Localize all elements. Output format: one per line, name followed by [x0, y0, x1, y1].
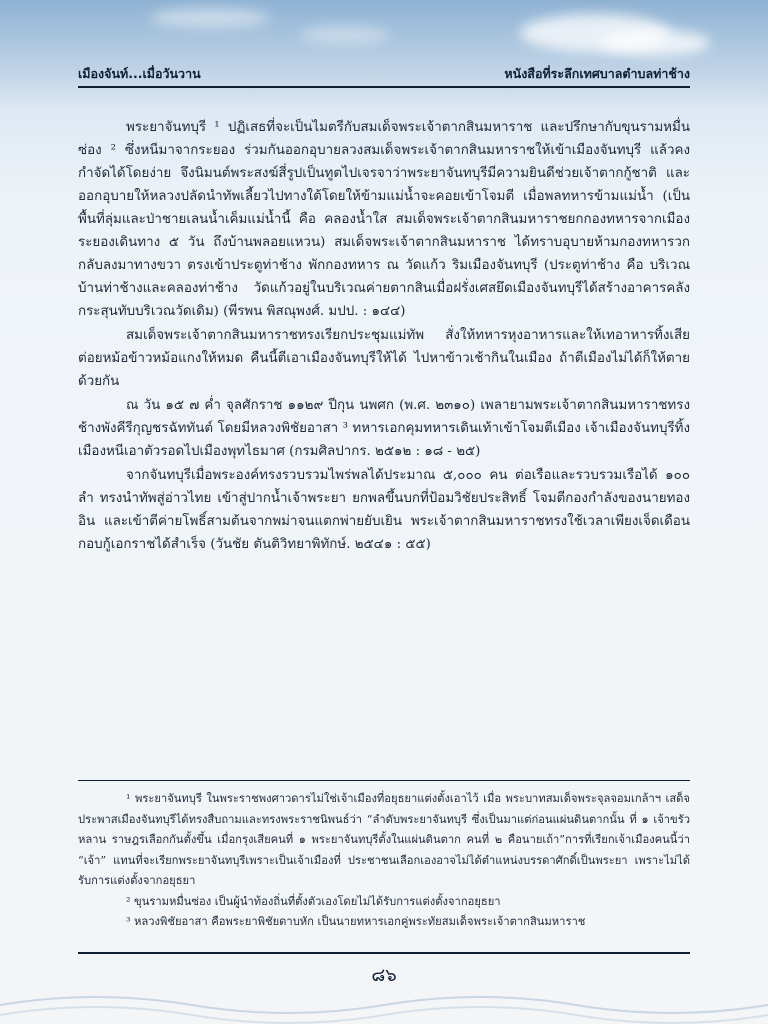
paragraph: ณ วัน ๑๕ ๗ ค่ำ จุลศักราช ๑๑๒๙ ปีกุน นพศก (พ.ศ. ๒๓๑๐) เพลายามพระเจ้าตากสินมหาราชทรงช้างพังคีรีกุญชรฉัททันต์ โดยมีหลวงพิชัยอาสา ³ ทหารเอกคุมทหารเดินเท้าเข้าโจมตีเมือง เจ้าเมืองจันทบุรีทิ้งเมืองหนีเอาตัวรอดไปเมืองพุทไธมาศ (กรมศิลปากร. ๒๕๑๒ : ๑๘ - ๒๕) [78, 398, 690, 459]
header-book-title: เมืองจันท์...เมื่อวันวาน [78, 66, 201, 81]
footnotes [78, 780, 690, 933]
paragraph: พระยาจันทบุรี ¹ ปฏิเสธที่จะเป็นไมตรีกับสมเด็จพระเจ้าตากสินมหาราช และปรึกษากับขุนรามหมื่นซ่อง ² ซึ่งหนีมาจากระยอง ร่วมกันออกอุบายลวงสมเด็จพระเจ้าตากสินมหาราชให้เข้าเมืองจันทบุรี แล้วคงกำจัดได้โดยง่าย จึงนิมนต์พระสงฆ์สี่รูปเป็นทูตไปเจรจาว่าพระยาจันทบุรีมีความยินดีช่วยเจ้าตากกู้ชาติ และออกอุบายให้หลวงปลัดนำทัพเลี้ยวไปทางใต้โดยให้ข้ามแม่น้ำจะคอยเข้าโจมตี เมื่อพลทหารข้ามแม่น้ำ (เป็นพื้นที่ลุ่มและป่าชายเลนน้ำเค็มแม่น้ำนี้ คือ คลองน้ำใส สมเด็จพระเจ้าตากสินมหาราชยกกองทหารจากเมืองระยองเดินทาง ๕ วัน ถึงบ้านพลอยแหวน) สมเด็จพระเจ้าตากสินมหาราช ได้ทราบอุบายห้ามกองทหารวกกลับลงมาทางขวา ตรงเข้าประตูท่าช้าง พักกองทหาร ณ วัดแก้ว ริมเมืองจันทบุรี (ประตูท่าช้าง คือ บริเวณบ้านท่าช้างและคลองท่าช้าง วัดแก้วอยู่ในบริเวณค่ายตากสินเมื่อฝรั่งเศสยึดเมืองจันทบุรีได้สร้างอาคารคลังกระสุนทับบริเวณวัดเดิม) (พีรพน พิสณุพงศ์. มปป. : ๑๔๔) [78, 120, 690, 319]
paragraph: สมเด็จพระเจ้าตากสินมหาราชทรงเรียกประชุมแม่ทัพ สั่งให้ทหารหุงอาหารและให้เทอาหารทิ้งเสีย ต่อยหม้อข้าวหม้อแกงให้หมด คืนนี้ตีเอาเมืองจันทบุรีให้ได้ ไปหาข้าวเช้ากินในเมือง ถ้าตีเมืองไม่ได้ก็ให้ตายด้วยกัน [78, 328, 690, 389]
running-header [78, 64, 690, 88]
sky-cloud [150, 8, 270, 28]
main-text [78, 116, 690, 557]
header-publication-title: หนังสือที่ระลึกเทศบาลตำบลท่าช้าง [504, 66, 690, 81]
footnote: ¹ พระยาจันทบุรี ในพระราชพงศาวดารไม่ใช่เจ้าเมืองที่อยุธยาแต่งตั้งเอาไว้ เมื่อ พระบาทสมเด็จพระจุลจอมเกล้าฯ เสด็จประพาสเมืองจันทบุรีได้ทรงสืบถามและทรงพระราชนิพนธ์ว่า “ลำดับพระยาจันทบุรี ซึ่งเป็นมาแต่ก่อนแผ่นดินตากนั้น ที่ ๑ เจ้าขรัวหลาน ราษฎรเลือกกันตั้งขึ้น เมื่อกรุงเสียคนที่ ๑ พระยาจันทบุรีตั้งในแผ่นดินตาก คนที่ ๒ คือนายเถ้า”การที่เรียกเจ้าเมืองคนนี้ว่า “เจ้า” แทนที่จะเรียกพระยาจันทบุรีเพราะเป็นเจ้าเมืองที่ ประชาชนเลือกเองอาจไม่ได้ตำแหน่งบรรดาศักดิ์เป็นพระยา เพราะไม่ได้รับการแต่งตั้งจากอยุธยา [78, 792, 690, 887]
sky-cloud [300, 26, 390, 44]
footnote: ³ หลวงพิชัยอาสา คือพระยาพิชัยดาบหัก เป็นนายทหารเอกคู่พระทัยสมเด็จพระเจ้าตากสินมหาราช [126, 915, 586, 928]
footer-rule [78, 952, 690, 954]
paragraph: จากจันทบุรีเมื่อพระองค์ทรงรวบรวมไพร่พลได้ประมาณ ๕,๐๐๐ คน ต่อเรือและรวบรวมเรือได้ ๑๐๐ ลำ ทรงนำทัพสู่อ่าวไทย เข้าสู่ปากน้ำเจ้าพระยา ยกพลขึ้นบกที่ป้อมวิชัยประสิทธิ์ โจมตีกองกำลังของนายทองอิน และเข้าตีค่ายโพธิ์สามต้นจากพม่าจนแตกพ่ายยับเยิน พระเจ้าตากสินมหาราชทรงใช้เวลาเพียงเจ็ดเดือนกอบกู้เอกราชได้สำเร็จ (วันชัย ตันติวิทยาพิทักษ์. ๒๕๔๑ : ๕๕) [78, 468, 690, 552]
sky-cloud [600, 30, 710, 56]
decorative-waves [0, 985, 768, 1024]
page-number: ๘๖ [371, 965, 397, 986]
footnote: ² ขุนรามหมื่นซ่อง เป็นผู้นำท้องถิ่นที่ตั้งตัวเองโดยไม่ได้รับการแต่งตั้งจากอยุธยา [126, 894, 501, 908]
